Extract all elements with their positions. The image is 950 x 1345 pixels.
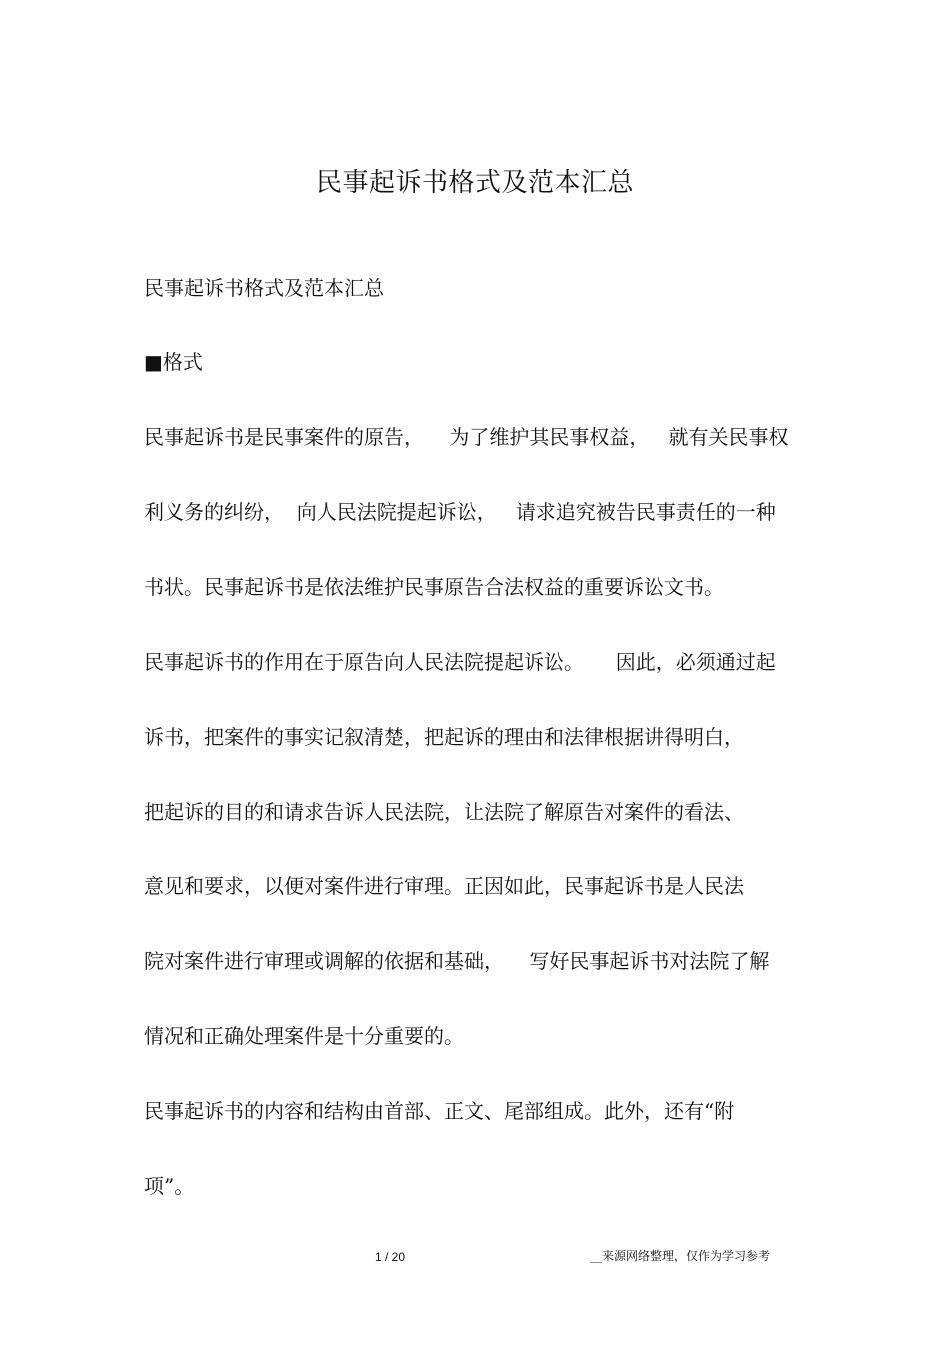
body-line: 意见和要求，以便对案件进行审理。正因如此，民事起诉书是人民法 [144, 874, 744, 898]
body-line: 民事起诉书的内容和结构由首部、正文、尾部组成。此外，还有“附 [144, 1099, 735, 1123]
body-line: 项”。 [144, 1174, 195, 1198]
body-line: 民事起诉书的作用在于原告向人民法院提起诉讼。 因此，必须通过起 [144, 650, 776, 674]
body-line: 民事起诉书是民事案件的原告， 为了维护其民事权益， 就有关民事权 [144, 425, 789, 449]
body-line: 院对案件进行审理或调解的依据和基础， 写好民事起诉书对法院了解 [144, 949, 770, 973]
body-line: 情况和正确处理案件是十分重要的。 [144, 1024, 464, 1048]
body-line: 诉书，把案件的事实记叙清楚，把起诉的理由和法律根据讲得明白， [144, 725, 744, 749]
page-number: 1 / 20 [374, 1250, 406, 1264]
document-title: 民事起诉书格式及范本汇总 [315, 168, 634, 198]
body-line: 书状。民事起诉书是依法维护民事原告合法权益的重要诉讼文书。 [144, 575, 724, 599]
footer-note: __来源网络整理，仅作为学习参考 [590, 1249, 771, 1263]
body-line: 利义务的纠纷， 向人民法院提起诉讼， 请求追究被告民事责任的一种 [144, 500, 776, 524]
subtitle-line: 民事起诉书格式及范本汇总 [144, 276, 384, 300]
body-line: 把起诉的目的和请求告诉人民法院，让法院了解原告对案件的看法、 [144, 800, 744, 824]
section-heading-format: ■格式 [144, 350, 203, 374]
